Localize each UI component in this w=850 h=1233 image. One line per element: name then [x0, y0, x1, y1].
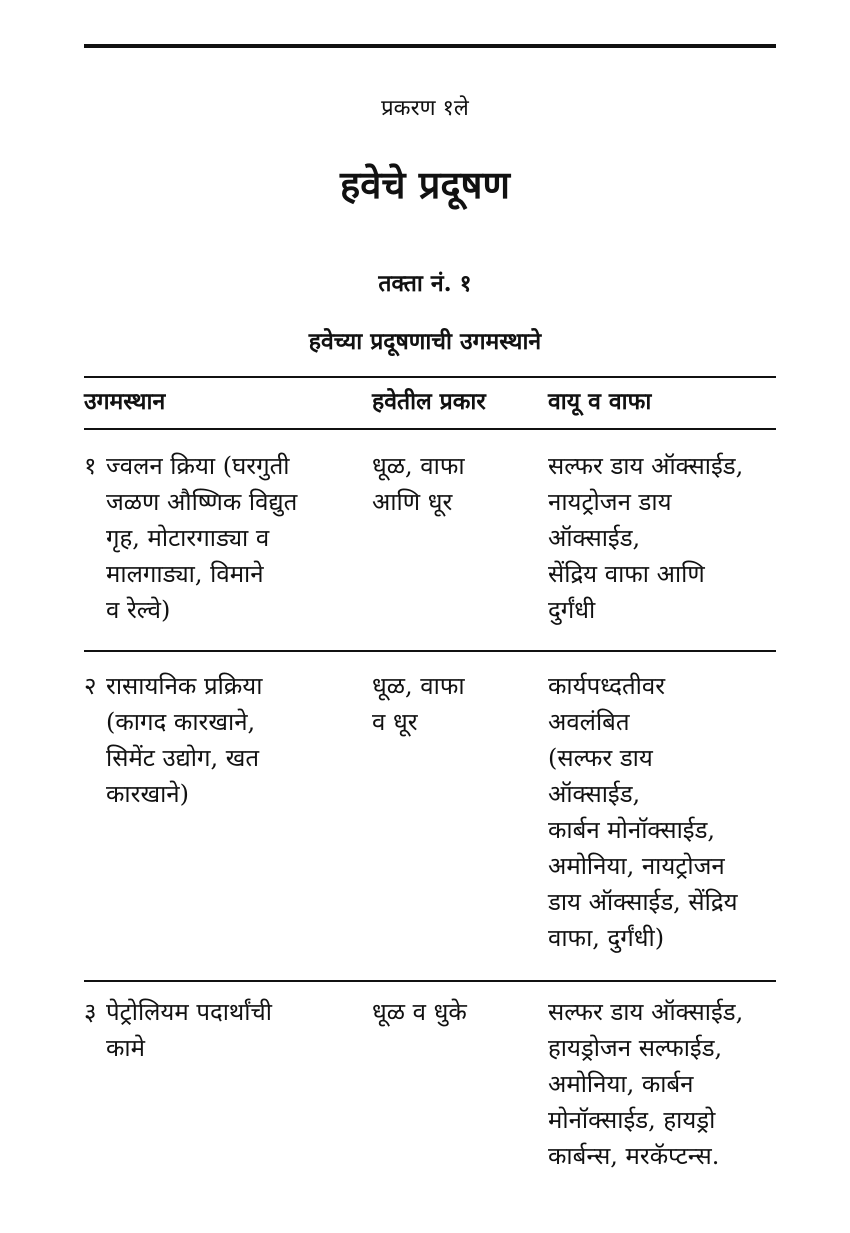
cell-line: कार्बन मोनॉक्साईड, [548, 816, 716, 844]
cell-line: अमोनिया, नायट्रोजन [548, 852, 725, 880]
chapter-label: प्रकरण १ले [381, 96, 469, 121]
cell-line: नायट्रोजन डाय [548, 488, 672, 516]
page-title: हवेचे प्रदूषण [340, 162, 510, 207]
cell-line: गृह, मोटारगाड्या व [106, 524, 270, 552]
row-number: ३ [84, 998, 97, 1026]
cell-line: ऑक्साईड, [548, 780, 641, 808]
cell-type [372, 994, 522, 1030]
cell-line: कार्बन्स, मरकॅप्टन्स. [548, 1142, 720, 1170]
cell-line: ज्वलन क्रिया (घरगुती [106, 452, 290, 480]
cell-line: सल्फर डाय ऑक्साईड, [548, 998, 744, 1026]
cell-type [372, 668, 522, 740]
cell-line: व धूर [372, 708, 418, 736]
cell-line: व रेल्वे) [106, 596, 171, 624]
cell-source [106, 668, 366, 812]
cell-line: सिमेंट उद्योग, खत [106, 744, 260, 772]
cell-source [106, 994, 366, 1066]
top-rule [84, 44, 776, 48]
table-header-bottom-rule [84, 428, 776, 430]
row-divider [84, 650, 776, 652]
cell-line: डाय ऑक्साईड, सेंद्रिय [548, 888, 738, 916]
cell-line: आणि धूर [372, 488, 453, 516]
cell-gases [548, 994, 778, 1174]
cell-line: वाफा, दुर्गंधी) [548, 924, 665, 952]
cell-line: कारखाने) [106, 780, 189, 808]
table-header-top-rule [84, 376, 776, 378]
cell-line: अवलंबित [548, 708, 630, 736]
row-number: १ [84, 452, 97, 480]
cell-line: पेट्रोलियम पदार्थांची [106, 998, 272, 1026]
cell-line: रासायनिक प्रक्रिया [106, 672, 263, 700]
cell-line: (कागद कारखाने, [106, 708, 256, 736]
table-caption: हवेच्या प्रदूषणाची उगमस्थाने [308, 328, 542, 355]
cell-source [106, 448, 366, 628]
column-header-type: हवेतील प्रकार [372, 388, 486, 415]
row-divider [84, 980, 776, 982]
cell-line: सल्फर डाय ऑक्साईड, [548, 452, 744, 480]
cell-line: हायड्रोजन सल्फाईड, [548, 1034, 723, 1062]
cell-line: ऑक्साईड, [548, 524, 641, 552]
cell-line: कार्यपध्दतीवर [548, 672, 666, 700]
row-number: २ [84, 672, 97, 700]
cell-line: सेंद्रिय वाफा आणि [548, 560, 705, 588]
cell-line: जळण औष्णिक विद्युत [106, 488, 298, 516]
cell-gases [548, 448, 778, 628]
cell-line: (सल्फर डाय [548, 744, 653, 772]
cell-line: मालगाड्या, विमाने [106, 560, 264, 588]
cell-line: धूळ, वाफा [372, 672, 465, 700]
cell-line: दुर्गंधी [548, 596, 596, 624]
cell-line: अमोनिया, कार्बन [548, 1070, 694, 1098]
cell-type [372, 448, 522, 520]
table-number: तक्ता नं. १ [378, 270, 472, 297]
cell-gases [548, 668, 778, 956]
cell-line: कामे [106, 1034, 145, 1062]
cell-line: धूळ, वाफा [372, 452, 465, 480]
column-header-gases: वायू व वाफा [548, 388, 652, 415]
cell-line: मोनॉक्साईड, हायड्रो [548, 1106, 716, 1134]
column-header-source: उगमस्थान [84, 388, 166, 415]
cell-line: धूळ व धुके [372, 998, 467, 1026]
